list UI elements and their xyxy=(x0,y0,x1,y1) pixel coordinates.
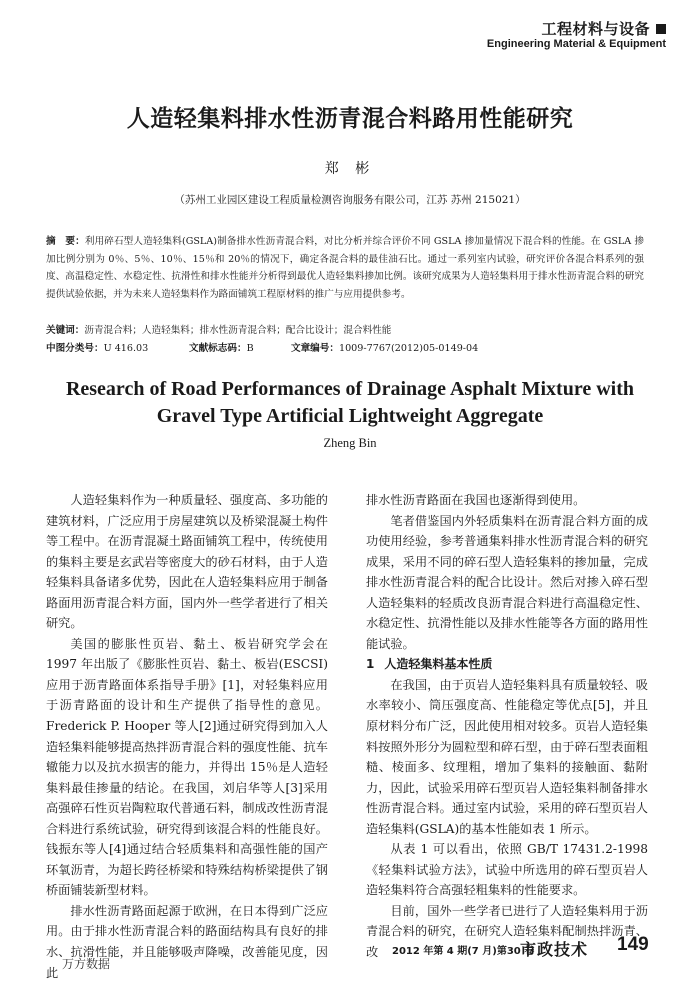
section-title-cn xyxy=(487,20,666,38)
doc-value: B xyxy=(246,343,254,354)
section-heading-text: 人造轻集料基本性质 xyxy=(384,657,493,672)
footer-issue-info: 2012 年第 4 期(7 月)第30 卷 xyxy=(392,946,535,957)
clc-value: U 416.03 xyxy=(103,343,149,354)
body-paragraph: 美国的膨胀性页岩、黏土、板岩研究学会在 1997 年出版了《膨胀性页岩、黏土、板岩(ESCSI)应用于沥青路面体系指导手册》[1]，对轻集料应用于沥青路面的设计和生产提供了指导性的意见。Frederick P. Hooper 等人[2]通过研究得到加入人造轻集料能够提高热拌沥青混合料的强度性能、抗车辙能力以及抗水损害的能力，并得出 15％是人造轻集料最佳掺量的结论。在我国，刘启华等人[3]采用高强碎石性页岩陶粒取代普通石料，制成改性沥青混合料进行系统试验，研究得到该混合料的性能良好。钱振东等人[4]通过结合轻质集料和高强性能的国产环氧沥青，为超长跨径桥梁和特殊结构桥梁提供了钢桥面铺装新型材料。 xyxy=(46,636,328,898)
body-paragraph: 人造轻集料作为一种质量轻、强度高、多功能的建筑材料，广泛应用于房屋建筑以及桥梁混凝土构件等工程中。在沥青混凝土路面铺筑工程中，传统使用的集料主要是玄武岩等密度大的砂石材料，由于人造轻集料具备诸多优势，因此在人造轻集料应用于制备路面用沥青混合料方面，国内外一些学者进行了相关研究。 xyxy=(46,493,328,631)
section-number: 1 xyxy=(366,657,375,672)
body-paragraph: 在我国，由于页岩人造轻集料具有质量较轻、吸水率较小、筒压强度高、性能稳定等优点[5]，并且原材料分布广泛，因此使用相对较多。页岩人造轻集料按照外形分为圆粒型和碎石型，由于碎石型表面粗糙、棱面多、纹理粗，增加了集料的接触面、黏附力，因此，试验采用碎石型页岩人造轻集料制备排水性沥青混合料。通过室内试验，采用的碎石型页岩人造轻集料(GSLA)的基本性能如表 1 所示。 xyxy=(366,677,648,836)
author-cn: 郑 彬 xyxy=(324,161,376,177)
article-title-en: Research of Road Performances of Drainage Asphalt Mixture with Gravel Type Artificial Lightweight Aggregate xyxy=(65,378,635,427)
body-column-left xyxy=(46,490,328,983)
author-en: Zheng Bin xyxy=(323,436,377,450)
keywords-text: 沥青混合料；人造轻集料；排水性沥青混合料；配合比设计；混合料性能 xyxy=(84,325,392,336)
affiliation-cn: （苏州工业园区建设工程质量检测咨询服务有限公司，江苏 苏州 215021） xyxy=(174,194,526,206)
section-title-cn-text: 工程材料与设备 xyxy=(541,20,650,38)
article-title-cn: 人造轻集料排水性沥青混合料路用性能研究 xyxy=(126,106,574,132)
body-column-right xyxy=(366,490,648,963)
clc-label: 中图分类号： xyxy=(46,343,104,354)
classification-row xyxy=(46,341,644,356)
footer-journal-name: 市政技术 xyxy=(520,940,589,959)
body-paragraph: 目前，国外一些学者已进行了人造轻集料用于沥青混合料的研究，在研究人造轻集料配制热拌沥青、改 xyxy=(366,903,648,960)
body-paragraph: 从表 1 可以看出，依照 GB/T 17431.2-1998《轻集料试验方法》，试验中所选用的碎石型页岩人造轻集料符合高强轻粗集料的性能要求。 xyxy=(366,842,648,898)
watermark: 万方数据 xyxy=(62,957,111,971)
article-number xyxy=(291,341,478,356)
section-header xyxy=(487,20,666,51)
document-code xyxy=(189,341,254,356)
body-paragraph: 排水性沥青路面在我国也逐渐得到使用。 xyxy=(366,493,586,507)
article-label: 文章编号： xyxy=(291,343,339,354)
abstract-label: 摘 要： xyxy=(46,236,85,247)
body-paragraph: 笔者借鉴国内外轻质集料在沥青混合料方面的成功使用经验，参考普通集料排水性沥青混合料的研究成果，采用不同的碎石型人造轻集料的掺加量，完成排水性沥青混合料的配合比设计。然后对掺入碎石型人造轻集料的轻质改良沥青混合料进行高温稳定性、水稳定性、抗滑性能以及排水性能等各方面的路用性能试验。 xyxy=(366,513,648,651)
section-title-en: Engineering Material & Equipment xyxy=(486,38,666,50)
keywords-label: 关键词： xyxy=(46,325,85,336)
clc-number xyxy=(46,343,148,354)
page-number: 149 xyxy=(617,934,649,955)
abstract-text: 利用碎石型人造轻集料(GSLA)制备排水性沥青混合料，对比分析并综合评价不同 GSLA 掺加量情况下混合料的性能。在 GSLA 掺加比例分别为 0％、5％、10％、15％和 20％的情况下，确定各混合料的最佳油石比。通过一系列室内试验，研究评价各混合料系列的强度、高温稳定性、水稳定性、抗滑性和排水性能并分析得到最优人造轻集料掺加比例。该研究成果为人造轻集料用于排水性沥青混合料的研究提供试验依据，并为未来人造轻集料作为路面铺筑工程原材料的推广与应用提供参考。 xyxy=(46,236,644,300)
square-icon xyxy=(656,24,666,34)
keywords xyxy=(46,323,644,338)
abstract xyxy=(46,233,644,303)
doc-label: 文献标志码： xyxy=(189,343,247,354)
body-paragraph: 排水性沥青路面起源于欧洲，在日本得到广泛应用。由于排水性沥青混合料的路面结构具有良好的排水、抗滑性能，并且能够吸声降噪，改善能见度，因此 xyxy=(46,903,328,980)
article-value: 1009-7767(2012)05-0149-04 xyxy=(338,343,479,354)
section-heading xyxy=(366,654,648,675)
